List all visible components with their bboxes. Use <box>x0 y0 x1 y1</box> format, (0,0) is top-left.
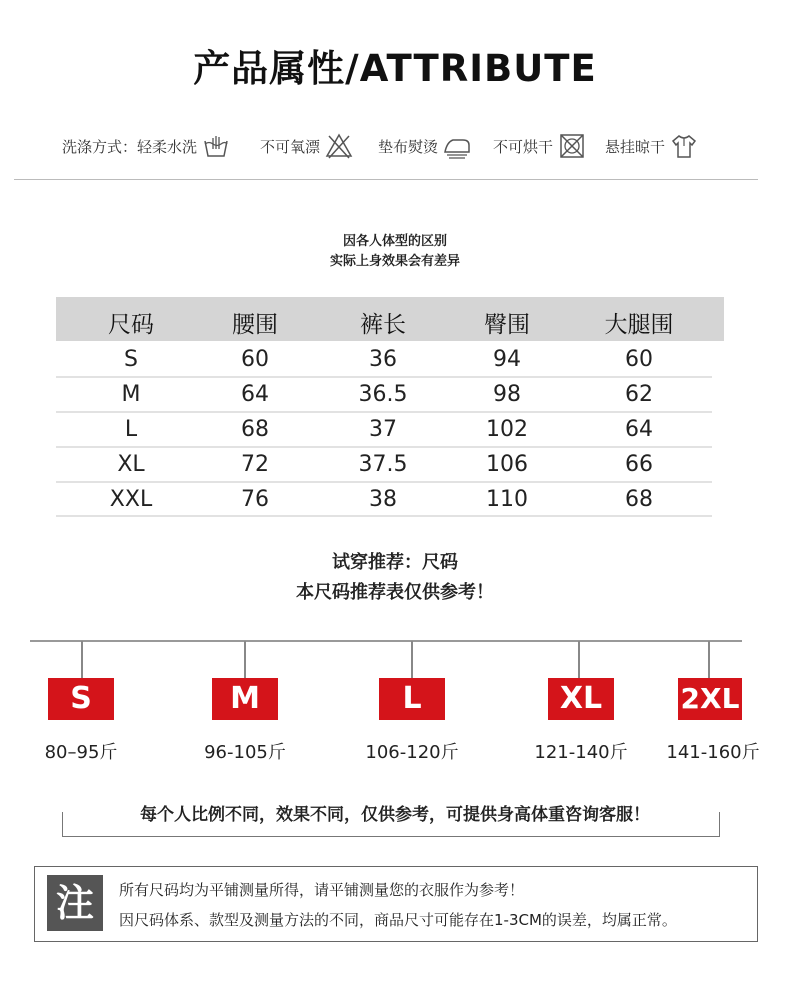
size-tag-s: S <box>48 678 114 720</box>
disclaimer: 每个人比例不同，效果不同，仅供参考，可提供身高体重咨询客服！ <box>140 805 650 825</box>
hang-dry-icon <box>670 132 698 160</box>
care-text-hang-dry: 悬挂晾干 <box>605 137 666 156</box>
cell-hip: 98 <box>493 382 521 407</box>
fit-note-line-1: 因各人体型的区别 <box>342 234 447 249</box>
cell-waist: 68 <box>241 417 269 442</box>
table-row <box>56 342 712 377</box>
cell-length: 36.5 <box>358 382 408 407</box>
disclaimer-bracket <box>62 812 720 837</box>
weight-range-l: 106-120斤 <box>365 742 459 763</box>
weight-range-2xl: 141-160斤 <box>666 742 760 763</box>
cell-length: 37 <box>369 417 397 442</box>
cell-thigh: 68 <box>625 487 653 512</box>
page-title: 产品属性/ATTRIBUTE <box>193 47 597 90</box>
no-bleach-icon <box>325 132 353 160</box>
divider <box>14 179 758 180</box>
care-item-no-tumble-dry <box>493 132 586 160</box>
header-hip: 臀围 <box>484 312 530 338</box>
header-size: 尺码 <box>108 312 154 338</box>
size-tag-l: L <box>379 678 445 720</box>
iron-icon <box>443 132 471 160</box>
no-tumble-dry-icon <box>558 132 586 160</box>
table-row <box>56 412 712 447</box>
size-rail <box>30 640 742 642</box>
table-row <box>56 447 712 482</box>
tag-string <box>578 641 580 679</box>
care-item-no-bleach <box>260 132 353 160</box>
cell-length: 36 <box>369 347 397 372</box>
cell-waist: 64 <box>241 382 269 407</box>
cell-hip: 102 <box>486 417 528 442</box>
cell-thigh: 60 <box>625 347 653 372</box>
row-divider <box>56 515 712 517</box>
weight-range-xl: 121-140斤 <box>534 742 628 763</box>
care-label: 洗涤方式： <box>62 137 138 156</box>
notice-line-2: 因尺码体系、款型及测量方法的不同，商品尺寸可能存在1-3CM的误差，均属正常。 <box>119 911 677 929</box>
size-tag-m: M <box>212 678 278 720</box>
header-thigh: 大腿围 <box>604 312 674 338</box>
cell-size: M <box>121 382 141 407</box>
hand-wash-icon <box>202 132 230 160</box>
cell-size: S <box>124 347 138 372</box>
cell-waist: 76 <box>241 487 269 512</box>
care-item-hang-dry <box>605 132 698 160</box>
size-tag-xl: XL <box>548 678 614 720</box>
care-instructions <box>62 132 762 164</box>
cell-hip: 110 <box>486 487 528 512</box>
notice-box <box>34 866 758 942</box>
notice-badge: 注 <box>47 875 103 931</box>
cell-thigh: 62 <box>625 382 653 407</box>
cell-size: L <box>124 417 138 442</box>
cell-size: XXL <box>109 487 153 512</box>
recommend-line-1: 试穿推荐：尺码 <box>332 552 458 573</box>
tag-string <box>708 641 710 679</box>
cell-waist: 72 <box>241 452 269 477</box>
care-text-iron: 垫布熨烫 <box>378 137 439 156</box>
cell-waist: 60 <box>241 347 269 372</box>
table-row <box>56 377 712 412</box>
care-item-hand-wash <box>62 132 230 160</box>
size-tag-2xl: 2XL <box>678 678 742 720</box>
cell-length: 37.5 <box>358 452 408 477</box>
fit-note-line-2: 实际上身效果会有差异 <box>329 254 460 269</box>
care-text-no-bleach: 不可氧漂 <box>260 137 321 156</box>
cell-thigh: 66 <box>625 452 653 477</box>
cell-size: XL <box>117 452 145 477</box>
cell-length: 38 <box>369 487 397 512</box>
recommend-line-2: 本尺码推荐表仅供参考！ <box>296 582 494 603</box>
care-text-no-tumble-dry: 不可烘干 <box>493 137 554 156</box>
header-waist: 腰围 <box>232 312 278 338</box>
header-length: 裤长 <box>360 312 406 338</box>
tag-string <box>81 641 83 679</box>
cell-thigh: 64 <box>625 417 653 442</box>
cell-hip: 106 <box>486 452 528 477</box>
notice-line-1: 所有尺码均为平铺测量所得，请平铺测量您的衣服作为参考！ <box>119 881 525 899</box>
tag-string <box>411 641 413 679</box>
care-item-iron <box>378 132 471 160</box>
weight-range-s: 80–95斤 <box>44 742 118 763</box>
care-text-hand-wash: 轻柔水洗 <box>137 137 198 156</box>
size-table-header <box>56 297 724 341</box>
cell-hip: 94 <box>493 347 521 372</box>
weight-range-m: 96-105斤 <box>204 742 286 763</box>
tag-string <box>244 641 246 679</box>
table-row <box>56 482 712 517</box>
